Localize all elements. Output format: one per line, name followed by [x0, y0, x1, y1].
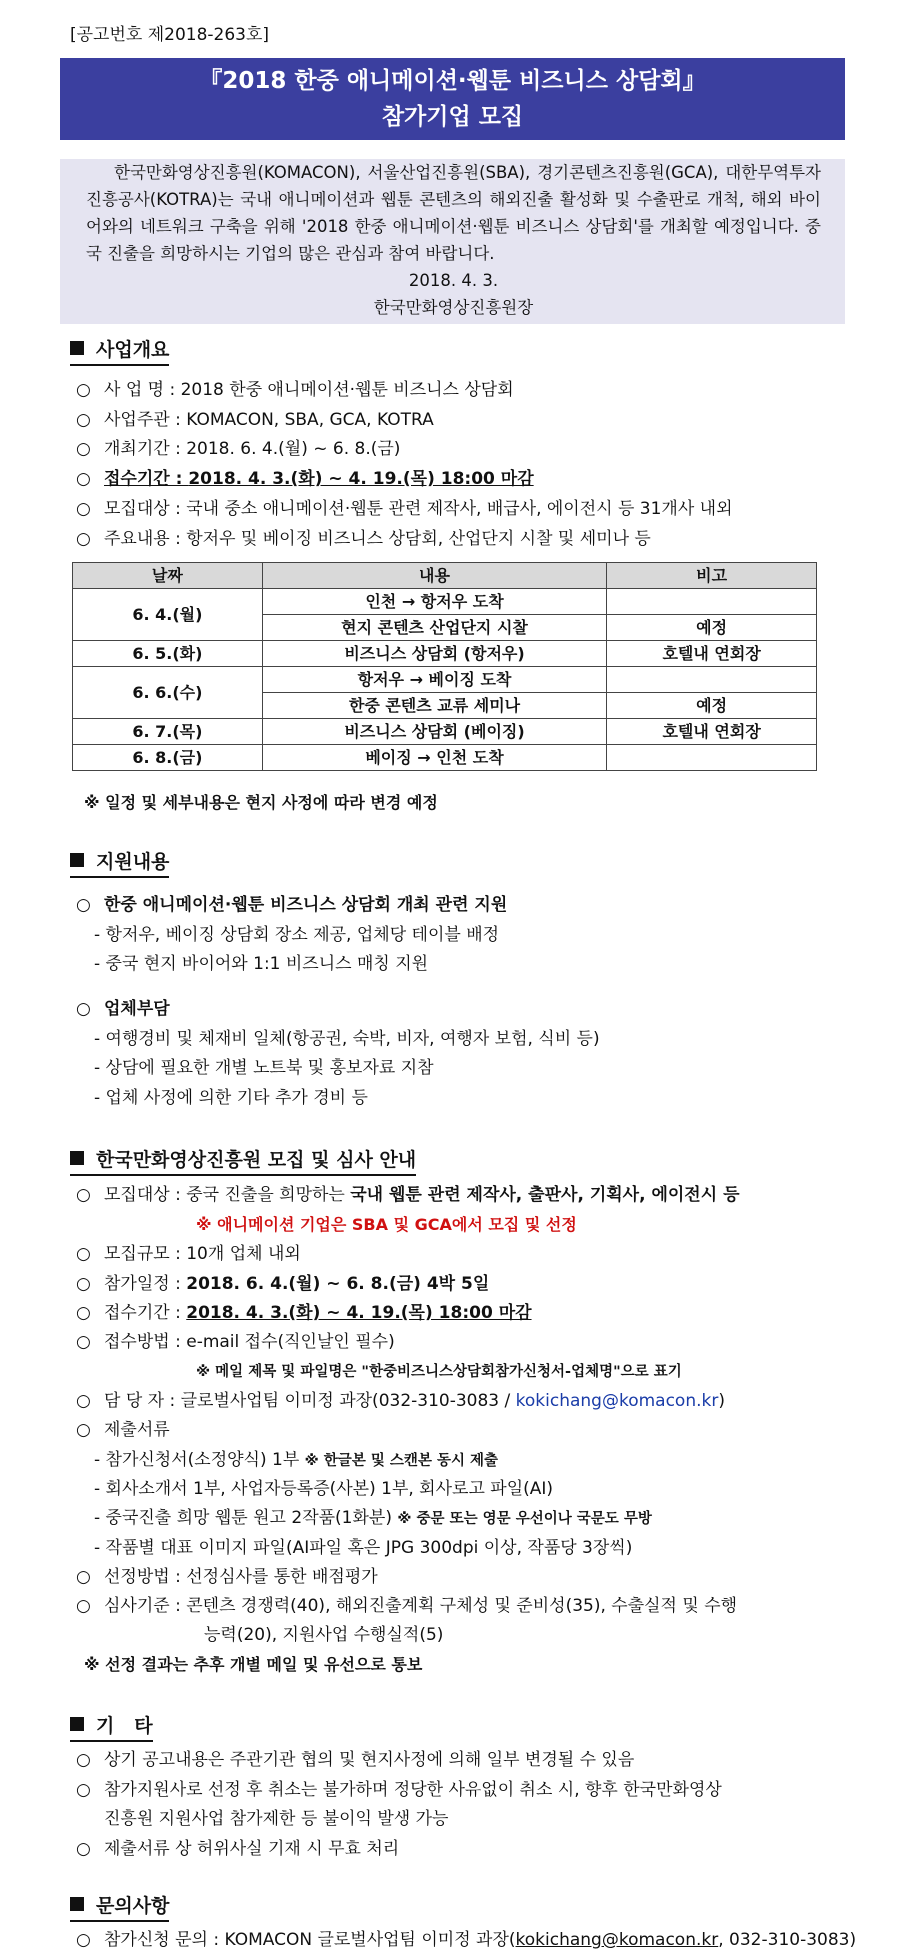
table-row: 6. 8.(금) 베이징 → 인천 도착: [73, 745, 817, 771]
overview-item-deadline: ○ 접수기간 : 2018. 4. 3.(화) ~ 4. 19.(목) 18:00 마감: [76, 469, 534, 489]
intro-text: 한국만화영상진흥원(KOMACON), 서울산업진흥원(SBA), 경기콘텐츠진흥원(GCA), 대한무역투자진흥공사(KOTRA)는 국내 애니메이션과 웹툰 콘텐츠의 해외진출 활성화 및 수출판로 개척, 해외 바이어와의 네트워크 구축을 위해 '2018 한중 애니메이션·웹툰 비즈니스 상담회'를 개최할 예정입니다. 중국 진출을 희망하시는 기업의 많은 관심과 참여 바랍니다.: [86, 163, 821, 263]
table-row: 현지 콘텐츠 산업단지 시찰 예정: [73, 615, 817, 641]
overview-item: ○ 모집대상 : 국내 중소 애니메이션·웹툰 관련 제작사, 배급사, 에이전시 등 31개사 내외: [76, 499, 733, 519]
banner-subtitle: 참가기업 모집: [381, 104, 524, 130]
recruit-result-note: ※ 선정 결과는 추후 개별 메일 및 유선으로 통보: [84, 1655, 423, 1674]
banner-title: 『2018 한중 애니메이션·웹툰 비즈니스 상담회』: [199, 68, 706, 94]
contact-line: ○ 참가신청 문의 : KOMACON 글로벌사업팀 이미정 과장(kokichang@komacon.kr, 032-310-3083): [76, 1930, 857, 1950]
header-note: 비고: [607, 563, 817, 589]
schedule-footnote: ※ 일정 및 세부내용은 현지 사정에 따라 변경 예정: [84, 793, 438, 812]
contact-email-link[interactable]: kokichang@komacon.kr: [515, 1930, 719, 1950]
notice-number: [공고번호 제2018-263호]: [70, 25, 270, 45]
section-title-etc: 기 타: [70, 1714, 153, 1742]
support-group-title: ○ 업체부담: [76, 999, 170, 1019]
intro-date: 2018. 4. 3.: [408, 271, 499, 290]
recruit-method: ○ 접수방법 : e-mail 접수(직인날인 필수): [76, 1332, 395, 1352]
square-bullet-icon: [70, 1897, 84, 1911]
section-title-support: 지원내용: [70, 850, 169, 878]
etc-item-cont: 진흥원 지원사업 참가제한 등 불이익 발생 가능: [104, 1809, 449, 1829]
table-row: 6. 4.(월) 인천 → 항저우 도착: [73, 589, 817, 615]
recruit-period: ○ 참가일정 : 2018. 6. 4.(월) ~ 6. 8.(금) 4박 5일: [76, 1274, 490, 1294]
support-item: - 항저우, 베이징 상담회 장소 제공, 업체당 테이블 배정: [94, 925, 500, 945]
header-date: 날짜: [73, 563, 263, 589]
recruit-scale: ○ 모집규모 : 10개 업체 내외: [76, 1244, 301, 1264]
contact-email-link[interactable]: kokichang@komacon.kr: [515, 1391, 719, 1411]
recruit-criteria-cont: 능력(20), 지원사업 수행실적(5): [204, 1625, 444, 1645]
intro-box: [60, 159, 845, 324]
doc-item: - 작품별 대표 이미지 파일(AI파일 혹은 JPG 300dpi 이상, 작품당 3장씩): [94, 1538, 633, 1558]
table-row: 한중 콘텐츠 교류 세미나 예정: [73, 693, 817, 719]
support-item: - 상담에 필요한 개별 노트북 및 홍보자료 지참: [94, 1058, 434, 1078]
support-item: - 여행경비 및 체재비 일체(항공권, 숙박, 비자, 여행자 보험, 식비 등): [94, 1029, 600, 1049]
etc-item: ○ 상기 공고내용은 주관기관 협의 및 현지사정에 의해 일부 변경될 수 있음: [76, 1750, 635, 1770]
section-title-recruit: 한국만화영상진흥원 모집 및 심사 안내: [70, 1148, 416, 1176]
recruit-contact: ○ 담 당 자 : 글로벌사업팀 이미정 과장(032-310-3083 / kokichang@komacon.kr): [76, 1391, 725, 1411]
table-row: 6. 5.(화) 비즈니스 상담회 (항저우) 호텔내 연회장: [73, 641, 817, 667]
square-bullet-icon: [70, 1151, 84, 1165]
overview-item: ○ 개최기간 : 2018. 6. 4.(월) ~ 6. 8.(금): [76, 439, 401, 459]
support-item: - 업체 사정에 의한 기타 추가 경비 등: [94, 1088, 368, 1108]
recruit-select: ○ 선정방법 : 선정심사를 통한 배점평가: [76, 1567, 378, 1587]
section-title-overview: 사업개요: [70, 338, 169, 366]
square-bullet-icon: [70, 341, 84, 355]
overview-item: ○ 사 업 명 : 2018 한중 애니메이션·웹툰 비즈니스 상담회: [76, 380, 514, 400]
etc-item: ○ 제출서류 상 허위사실 기재 시 무효 처리: [76, 1839, 400, 1859]
section-title-contact: 문의사항: [70, 1894, 169, 1922]
doc-item: - 중국진출 희망 웹툰 원고 2작품(1화분) ※ 중문 또는 영문 우선이나 국문도 무방: [94, 1508, 652, 1528]
support-group-title: ○ 한중 애니메이션·웹툰 비즈니스 상담회 개최 관련 지원: [76, 895, 508, 915]
recruit-target: ○ 모집대상 : 중국 진출을 희망하는 국내 웹툰 관련 제작사, 출판사, 기획사, 에이전시 등: [76, 1185, 740, 1205]
doc-item: - 회사소개서 1부, 사업자등록증(사본) 1부, 회사로고 파일(AI): [94, 1479, 554, 1499]
header-content: 내용: [262, 563, 607, 589]
intro-signer: 한국만화영상진흥원장: [373, 298, 534, 317]
table-header-row: [73, 563, 817, 589]
recruit-target-note: ※ 애니메이션 기업은 SBA 및 GCA에서 모집 및 선정: [196, 1215, 577, 1234]
overview-item: ○ 사업주관 : KOMACON, SBA, GCA, KOTRA: [76, 410, 434, 430]
support-item: - 중국 현지 바이어와 1:1 비즈니스 매칭 지원: [94, 954, 429, 974]
square-bullet-icon: [70, 853, 84, 867]
recruit-docs-title: ○ 제출서류: [76, 1420, 170, 1440]
recruit-receipt: ○ 접수기간 : 2018. 4. 3.(화) ~ 4. 19.(목) 18:00 마감: [76, 1303, 532, 1323]
etc-item: ○ 참가지원사로 선정 후 취소는 불가하며 정당한 사유없이 취소 시, 향후 한국만화영상: [76, 1780, 722, 1800]
overview-item: ○ 주요내용 : 항저우 및 베이징 비즈니스 상담회, 산업단지 시찰 및 세미나 등: [76, 529, 651, 549]
recruit-criteria: ○ 심사기준 : 콘텐츠 경쟁력(40), 해외진출계획 구체성 및 준비성(35), 수출실적 및 수행: [76, 1596, 738, 1616]
table-row: 6. 7.(목) 비즈니스 상담회 (베이징) 호텔내 연회장: [73, 719, 817, 745]
recruit-method-note: ※ 메일 제목 및 파일명은 "한중비즈니스상담회참가신청서-업체명"으로 표기: [196, 1364, 682, 1380]
square-bullet-icon: [70, 1717, 84, 1731]
doc-item: - 참가신청서(소정양식) 1부 ※ 한글본 및 스캔본 동시 제출: [94, 1450, 499, 1470]
table-row: 6. 6.(수) 항저우 → 베이징 도착: [73, 667, 817, 693]
title-banner: [60, 58, 845, 140]
schedule-table: [72, 562, 817, 771]
